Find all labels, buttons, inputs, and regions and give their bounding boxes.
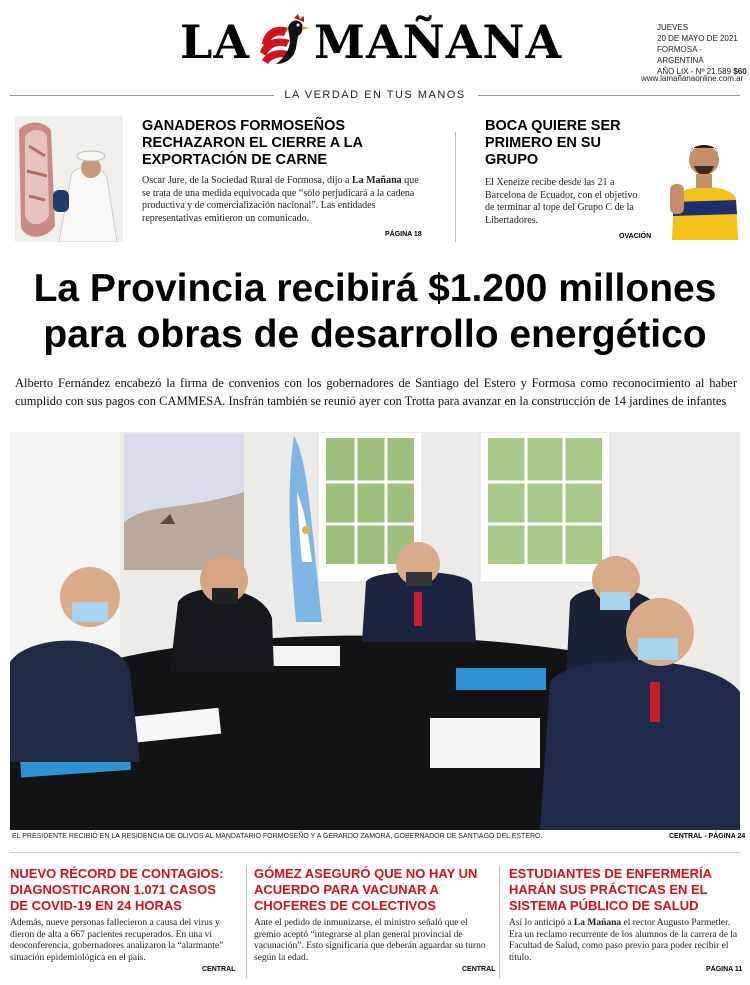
body-text: Así lo anticipó a bbox=[509, 918, 574, 928]
bottom-story-enfermeria[interactable] bbox=[509, 866, 739, 964]
column-divider bbox=[499, 866, 500, 978]
body-text-end: que se trata de una medida equivocada que “sólo perjudicará a la cadena productiva y de comercialización nacional”. Las entidades representativas emitieron un comunicado. bbox=[142, 175, 419, 224]
main-photo-meeting[interactable] bbox=[10, 432, 740, 830]
boca-player-photo[interactable] bbox=[668, 130, 740, 240]
main-headline-line-2: para obras de desarrollo energético bbox=[43, 313, 707, 356]
logo-word-manana: MAÑANA bbox=[314, 15, 563, 69]
body-bold-text: La Mañana bbox=[573, 918, 622, 928]
column-divider bbox=[455, 132, 456, 242]
bottom-story-body bbox=[509, 918, 739, 964]
page-ref-central-1[interactable]: CENTRAL bbox=[202, 966, 236, 973]
photo-caption: EL PRESIDENTE RECIBIÓ EN LA RESIDENCIA DE OLIVOS AL MANDATARIO FORMOSEÑO Y A GERARDO ZAMORA, GOBERNADOR DE SANTIAGO DEL ESTERO. bbox=[12, 833, 543, 840]
page-ref-central-24[interactable]: CENTRAL - PÁGINA 24 bbox=[669, 833, 746, 840]
tagline bbox=[0, 89, 750, 101]
body-text-end: el rector Augusto Parmetler. Era un reclamo recurrente de los alumnos de la carrera de la Facultad de Salud, como paso previo para poder recibir el título. bbox=[509, 918, 738, 963]
body-text: Además, nueve personas fallecieron a causa del virus y dieron de alta a 667 pacientes recuperados. En una vi deoconferencia, gobernadores analizaron la “alarmante” situación epidemiológica en el país. bbox=[10, 918, 224, 963]
masthead bbox=[0, 0, 750, 105]
bottom-story-contagios[interactable] bbox=[10, 866, 235, 964]
body-bold-text: La Mañana bbox=[351, 175, 402, 186]
top-story-boca[interactable] bbox=[485, 118, 645, 227]
bottom-rule bbox=[10, 852, 740, 853]
bottom-story-body bbox=[254, 918, 492, 964]
website-link[interactable]: www.lamañanaonline.com.ar bbox=[641, 74, 744, 83]
top-story-headline[interactable]: BOCA QUIERE SER PRIMERO EN SU GRUPO bbox=[485, 118, 621, 168]
bottom-story-body bbox=[10, 918, 235, 964]
body-text: Ante el pedido de inmunizarse, el ministro señaló que el gremio aceptó “integrarse al plan general provincial de vacunación”. Esto significaría que deberán aguardar su turno según la edad. bbox=[254, 918, 486, 963]
rooster-icon bbox=[254, 14, 310, 70]
main-headline[interactable] bbox=[0, 266, 750, 358]
issue-price: $60 bbox=[733, 67, 747, 76]
bottom-story-gomez[interactable] bbox=[254, 866, 492, 964]
body-text: Oscar Jure, de la Sociedad Rural de Formosa, dijo a bbox=[142, 175, 352, 186]
bottom-story-headline[interactable]: ESTUDIANTES DE ENFERMERÍA HARÁN SUS PRÁCTICAS EN EL SISTEMA PÚBLICO DE SALUD bbox=[509, 866, 712, 913]
column-divider bbox=[246, 866, 247, 978]
top-story-body: El Xeneize recibe desde las 21 a Barcelona de Ecuador, con el objetivo de terminar al tope del Grupo C de la Libertadores. bbox=[485, 177, 638, 226]
tagline-text: LA VERDAD EN TUS MANOS bbox=[274, 89, 475, 101]
page-ref-central-2[interactable]: CENTRAL bbox=[462, 966, 496, 973]
newspaper-logo[interactable] bbox=[180, 14, 562, 70]
issue-number: AÑO LIX - Nº 21.589 bbox=[657, 67, 732, 76]
bottom-story-headline[interactable]: GÓMEZ ASEGURÓ QUE NO HAY UN ACUERDO PARA VACUNAR A CHOFERES DE COLECTIVOS bbox=[254, 866, 478, 913]
page-ref-ovacion[interactable]: OVACIÓN bbox=[619, 233, 652, 240]
rancher-photo[interactable] bbox=[15, 116, 123, 242]
page-ref-18[interactable]: PÁGINA 18 bbox=[385, 231, 422, 238]
issue-date: 20 DE MAYO DE 2021 bbox=[657, 34, 738, 43]
top-story-body bbox=[142, 175, 422, 225]
main-headline-line-1: La Provincia recibirá $1.200 millones bbox=[33, 267, 717, 310]
logo-word-la: LA bbox=[180, 15, 251, 69]
top-story-headline[interactable]: GANADEROS FORMOSEÑOS RECHAZARON EL CIERRE A LA EXPORTACIÓN DE CARNE bbox=[142, 118, 363, 168]
top-story-ganaderos[interactable] bbox=[142, 118, 422, 225]
issue-place: FORMOSA - ARGENTINA bbox=[657, 45, 704, 65]
issue-day: JUEVES bbox=[657, 23, 689, 32]
main-deck: Alberto Fernández encabezó la firma de convenios con los gobernadores de Santiago del Estero y Formosa como reconocimiento al haber cumplido con sus pagos con CAMMESA. Insfrán también se reunió ayer con Trotta para avanzar en la construcción de 14 jardines de infantes bbox=[15, 376, 737, 408]
page-ref-11[interactable]: PÁGINA 11 bbox=[706, 966, 743, 973]
issue-info bbox=[657, 22, 750, 77]
bottom-story-headline[interactable]: NUEVO RÉCORD DE CONTAGIOS: DIAGNOSTICARON 1.071 CASOS DE COVID-19 EN 24 HORAS bbox=[10, 866, 224, 913]
